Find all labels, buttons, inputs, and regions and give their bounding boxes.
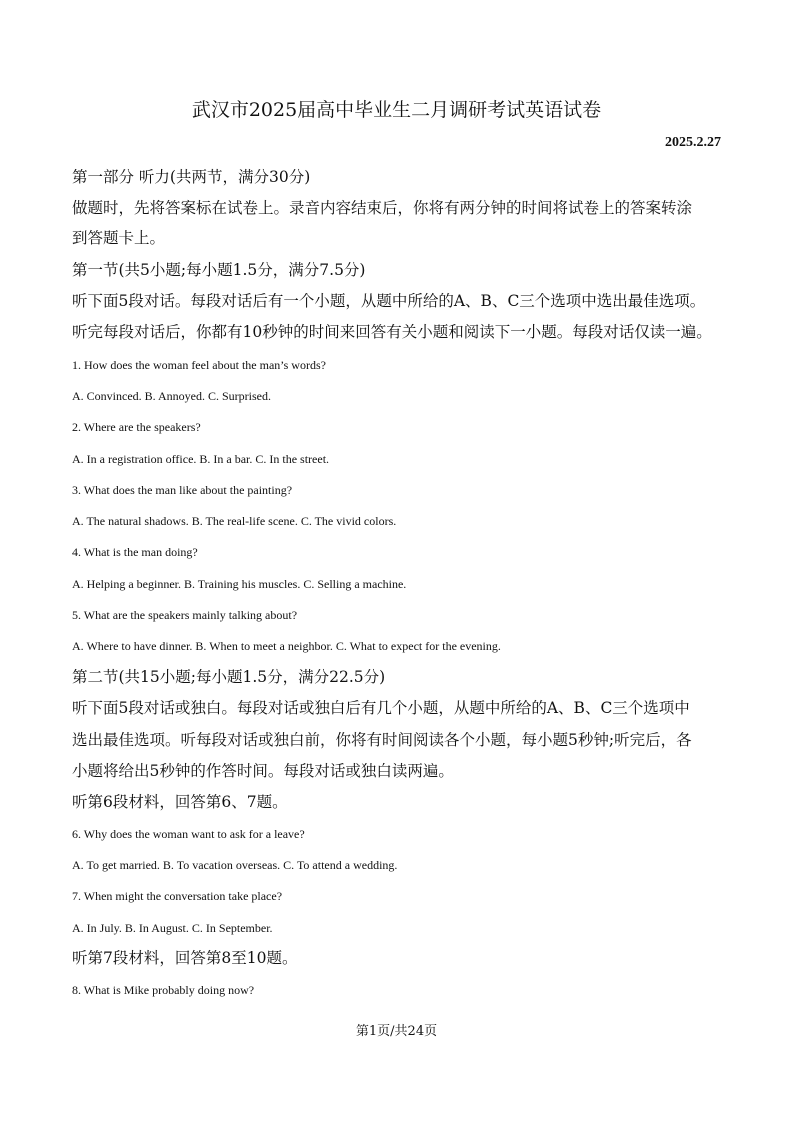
question-options: A. In July. B. In August. C. In September. <box>72 921 273 935</box>
question-options: A. To get married. B. To vacation overseas. C. To attend a wedding. <box>72 858 398 872</box>
question-options: A. The natural shadows. B. The real-life scene. C. The vivid colors. <box>72 514 397 528</box>
question-text: 5. What are the speakers mainly talking about? <box>72 608 298 622</box>
question-text: 4. What is the man doing? <box>72 545 198 559</box>
page-footer: 第1页/共24页 <box>355 1024 438 1039</box>
material-heading: 听第6段材料，回答第6、7题。 <box>72 793 288 811</box>
question-text: 6. Why does the woman want to ask for a leave? <box>72 827 305 841</box>
question-options: A. In a registration office. B. In a bar. C. In the street. <box>72 452 330 466</box>
part1-instruction-line: 到答题卡上。 <box>72 229 166 247</box>
section2-instruction-line: 选出最佳选项。听每段对话或独白前，你将有时间阅读各个小题，每小题5秒钟;听完后，各 <box>72 731 692 749</box>
part1-heading: 第一部分 听力(共两节，满分30分) <box>72 168 311 186</box>
question-text: 8. What is Mike probably doing now? <box>72 983 255 997</box>
question-text: 2. Where are the speakers? <box>72 420 201 434</box>
question-options: A. Where to have dinner. B. When to meet a neighbor. C. What to expect for the evening. <box>72 639 501 653</box>
question-options: A. Helping a beginner. B. Training his muscles. C. Selling a machine. <box>72 577 407 591</box>
exam-title: 武汉市2025届高中毕业生二月调研考试英语试卷 <box>191 99 602 121</box>
part1-instruction-line: 做题时，先将答案标在试卷上。录音内容结束后，你将有两分钟的时间将试卷上的答案转涂 <box>72 199 693 217</box>
exam-date: 2025.2.27 <box>665 135 721 150</box>
section2-heading: 第二节(共15小题;每小题1.5分，满分22.5分) <box>72 668 386 686</box>
section2-instruction-line: 听下面5段对话或独白。每段对话或独白后有几个小题，从题中所给的A、B、C三个选项中 <box>72 699 690 717</box>
question-options: A. Convinced. B. Annoyed. C. Surprised. <box>72 389 271 403</box>
section1-instruction-line: 听完每段对话后，你都有10秒钟的时间来回答有关小题和阅读下一小题。每段对话仅读一遍。 <box>72 323 712 341</box>
material-heading: 听第7段材料，回答第8至10题。 <box>72 949 298 967</box>
question-text: 1. How does the woman feel about the man’s words? <box>72 358 326 372</box>
section1-heading: 第一节(共5小题;每小题1.5分，满分7.5分) <box>72 261 366 279</box>
question-text: 3. What does the man like about the painting? <box>72 483 293 497</box>
section2-instruction-line: 小题将给出5秒钟的作答时间。每段对话或独白读两遍。 <box>72 762 454 780</box>
question-text: 7. When might the conversation take place? <box>72 889 283 903</box>
section1-instruction-line: 听下面5段对话。每段对话后有一个小题，从题中所给的A、B、C三个选项中选出最佳选项。 <box>72 292 706 310</box>
